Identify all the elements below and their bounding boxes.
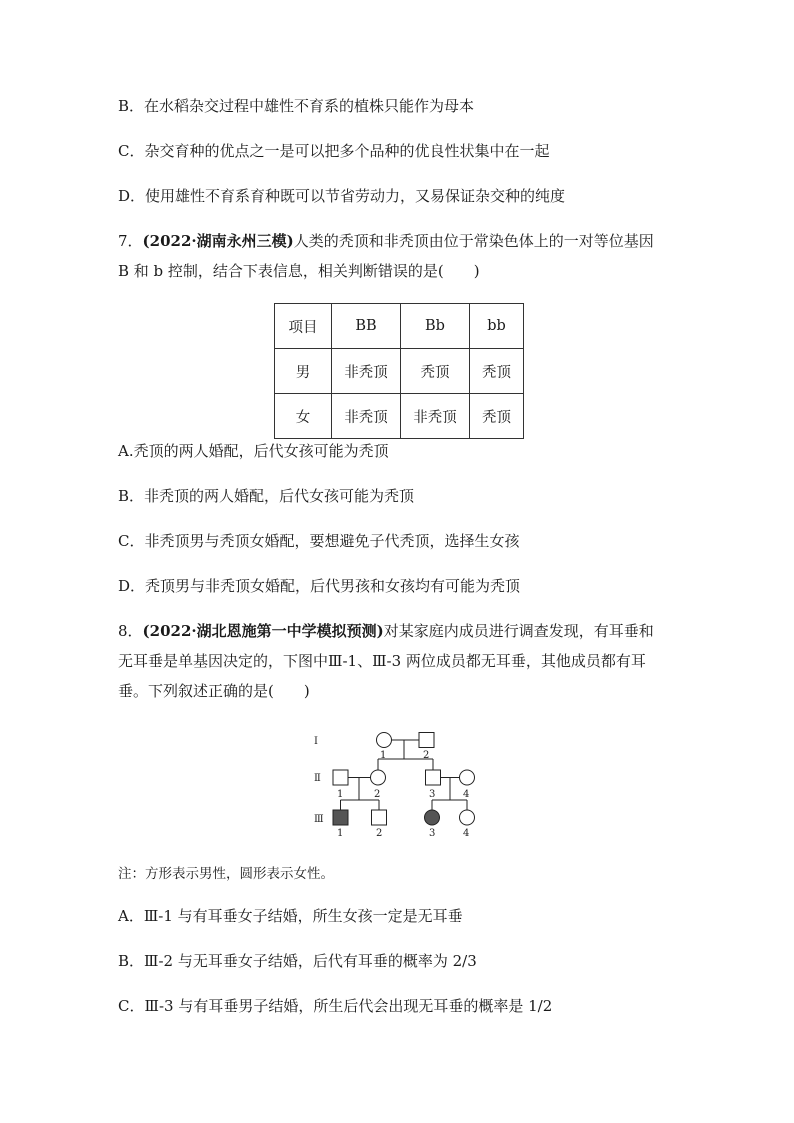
table-cell: 非秃顶 bbox=[401, 394, 470, 439]
q8-stem-line2: 无耳垂是单基因决定的，下图中Ⅲ-1、Ⅲ-3 两位成员都无耳垂，其他成员都有耳 bbox=[118, 652, 646, 670]
table-header-cell: Bb bbox=[401, 304, 470, 349]
q7-number: 7． bbox=[118, 232, 143, 250]
pedigree-female-ii2 bbox=[371, 770, 386, 785]
pedigree-male-ii3 bbox=[426, 770, 441, 785]
table-cell: 秃顶 bbox=[470, 394, 524, 439]
q7-option-a: A.秃顶的两人婚配，后代女孩可能为秃顶 bbox=[118, 442, 389, 460]
q7-stem-line2: B 和 b 控制，结合下表信息，相关判断错误的是( ) bbox=[118, 262, 480, 280]
q8-stem-text: 对某家庭内成员进行调查发现，有耳垂和 bbox=[383, 622, 654, 640]
pedigree-number: 1 bbox=[380, 750, 387, 761]
pedigree-number: 1 bbox=[337, 789, 344, 800]
table-row bbox=[275, 394, 524, 439]
table-cell: 秃顶 bbox=[401, 349, 470, 394]
pedigree-note: 注：方形表示男性，圆形表示女性。 bbox=[118, 866, 334, 882]
pedigree-number: 3 bbox=[429, 789, 436, 800]
pedigree-male-ii1 bbox=[333, 770, 348, 785]
generation-label-2: Ⅱ bbox=[314, 773, 321, 784]
pedigree-female-ii4 bbox=[460, 770, 475, 785]
pedigree-number: 4 bbox=[463, 789, 470, 800]
table-cell: 非秃顶 bbox=[332, 349, 401, 394]
q7-stem-text: 人类的秃顶和非秃顶由位于常染色体上的一对等位基因 bbox=[293, 232, 654, 250]
table-header-cell: BB bbox=[332, 304, 401, 349]
table-row bbox=[275, 349, 524, 394]
pedigree-male-iii2 bbox=[372, 810, 387, 825]
pedigree-female-iii4 bbox=[460, 810, 475, 825]
q8-stem-line3: 垂。下列叙述正确的是( ) bbox=[118, 682, 310, 700]
table-header-cell: 项目 bbox=[275, 304, 332, 349]
pedigree-number: 2 bbox=[423, 750, 430, 761]
table-cell: 女 bbox=[275, 394, 332, 439]
pedigree-male-i2 bbox=[419, 733, 434, 748]
q7-stem-line1 bbox=[118, 231, 654, 251]
pedigree-affected-male-iii1 bbox=[333, 810, 348, 825]
q8-option-b: B．Ⅲ-2 与无耳垂女子结婚，后代有耳垂的概率为 2/3 bbox=[118, 952, 477, 970]
q8-source: (2022·湖北恩施第一中学模拟预测) bbox=[142, 622, 384, 640]
q7-source: (2022·湖南永州三模) bbox=[142, 232, 294, 250]
pedigree-affected-female-iii3 bbox=[425, 810, 440, 825]
table-header-cell: bb bbox=[470, 304, 524, 349]
genotype-table bbox=[274, 303, 524, 439]
pedigree-number: 2 bbox=[376, 828, 383, 839]
pedigree-number: 1 bbox=[337, 828, 344, 839]
table-row bbox=[275, 304, 524, 349]
q7-option-b: B．非秃顶的两人婚配，后代女孩可能为秃顶 bbox=[118, 487, 415, 505]
pedigree-number: 4 bbox=[463, 828, 470, 839]
q6-option-d: D．使用雄性不育系育种既可以节省劳动力，又易保证杂交种的纯度 bbox=[118, 187, 566, 205]
generation-label-3: Ⅲ bbox=[314, 814, 324, 825]
q6-option-c: C．杂交育种的优点之一是可以把多个品种的优良性状集中在一起 bbox=[118, 142, 550, 160]
q8-option-c: C．Ⅲ-3 与有耳垂男子结婚，所生后代会出现无耳垂的概率是 1/2 bbox=[118, 997, 553, 1015]
pedigree-number: 2 bbox=[374, 789, 381, 800]
table-cell: 非秃顶 bbox=[332, 394, 401, 439]
q6-option-b: B．在水稻杂交过程中雄性不育系的植株只能作为母本 bbox=[118, 97, 475, 115]
q8-option-a: A．Ⅲ-1 与有耳垂女子结婚，所生女孩一定是无耳垂 bbox=[118, 907, 463, 925]
pedigree-number: 3 bbox=[429, 828, 436, 839]
pedigree-female-i1 bbox=[377, 733, 392, 748]
table-cell: 秃顶 bbox=[470, 349, 524, 394]
q7-option-d: D．秃顶男与非秃顶女婚配，后代男孩和女孩均有可能为秃顶 bbox=[118, 577, 521, 595]
q7-option-c: C．非秃顶男与秃顶女婚配，要想避免子代秃顶，选择生女孩 bbox=[118, 532, 520, 550]
q8-stem-line1 bbox=[118, 621, 654, 641]
table-cell: 男 bbox=[275, 349, 332, 394]
generation-label-1: Ⅰ bbox=[314, 736, 318, 747]
q8-number: 8． bbox=[118, 622, 143, 640]
pedigree-chart bbox=[300, 722, 500, 842]
